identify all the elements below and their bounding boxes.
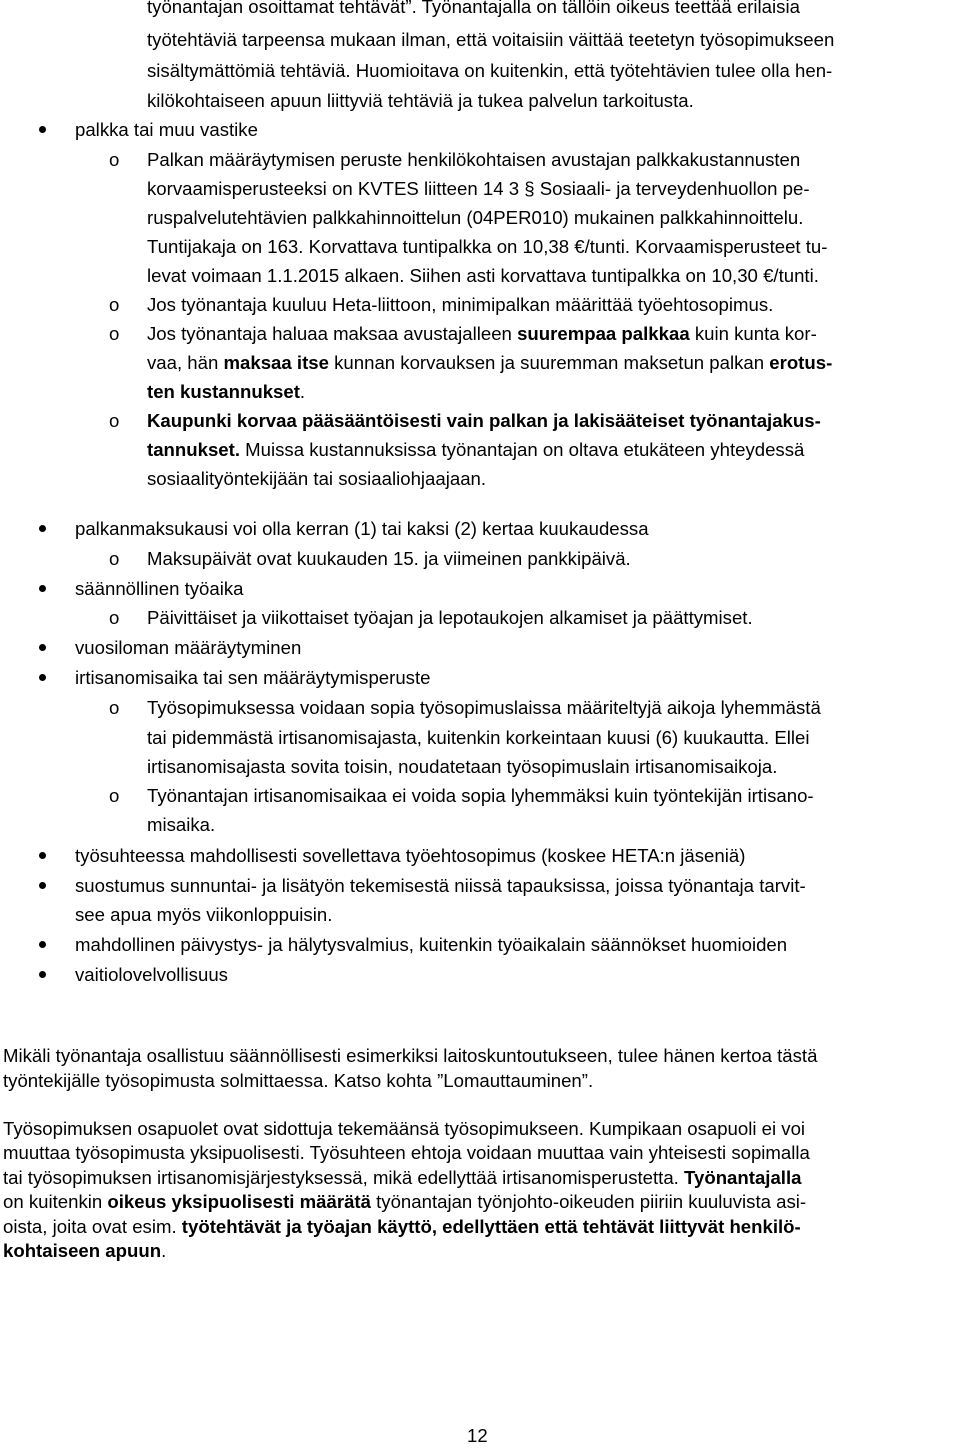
bullet-suostumus-line-2: see apua myös viikonloppuisin.	[75, 904, 333, 925]
palkka-s3-line-2: vaa, hän maksaa itse kunnan korvauksen ja suuremman maksetun palkan erotus-	[147, 352, 833, 373]
paragraph-2-line-4: on kuitenkin oikeus yksipuolisesti määrätä työnantajan työnjohto-oikeuden piiriin kuuluvista asi-	[3, 1191, 807, 1212]
palkka-s4-line-2: tannukset. Muissa kustannuksissa työnantajan on oltava etukäteen yhteydessä	[147, 439, 805, 460]
irtisanomisaika-s2-line-1: Työnantajan irtisanomisaikaa ei voida sopia lyhemmäksi kuin työntekijän irtisano-	[147, 785, 814, 806]
bullet-vaitiolovelvollisuus: vaitiolovelvollisuus	[75, 964, 228, 985]
irtisanomisaika-s1-line-1: Työsopimuksessa voidaan sopia työsopimuslaissa määriteltyjä aikoja lyhemmästä	[147, 697, 821, 718]
sub-marker-icon: o	[109, 294, 120, 315]
bullet-palkanmaksukausi-sub: Maksupäivät ovat kuukauden 15. ja viimeinen pankkipäivä.	[147, 548, 631, 569]
bullet-dot-icon	[39, 674, 46, 681]
bullet-dot-icon	[39, 644, 46, 651]
bullet-suostumus-line-1: suostumus sunnuntai- ja lisätyön tekemisestä niissä tapauksissa, joissa työnantaja tarvit-	[75, 875, 806, 896]
palkka-s3-line-3: ten kustannukset.	[147, 381, 306, 402]
intro-line-2: työtehtäviä tarpeensa mukaan ilman, että voitaisiin väittää teetetyn työsopimukseen	[147, 29, 835, 50]
paragraph-2-line-1: Työsopimuksen osapuolet ovat sidottuja tekemäänsä työsopimukseen. Kumpikaan osapuoli ei voi	[3, 1118, 806, 1139]
bullet-dot-icon	[39, 941, 46, 948]
page-number: 12	[467, 1425, 488, 1446]
paragraph-2-line-5: oista, joita ovat esim. työtehtävät ja työajan käyttö, edellyttäen että tehtävät liittyvät henkilö-	[3, 1216, 801, 1237]
paragraph-1-line-2: työntekijälle työsopimusta solmittaessa. Katso kohta ”Lomauttauminen”.	[3, 1070, 594, 1091]
paragraph-2-line-6: kohtaiseen apuun.	[3, 1240, 167, 1261]
bullet-dot-icon	[39, 882, 46, 889]
palkka-s1-line-1: Palkan määräytymisen peruste henkilökohtaisen avustajan palkkakustannusten	[147, 149, 801, 170]
bullet-palkka: palkka tai muu vastike	[75, 119, 258, 140]
irtisanomisaika-s1-line-3: irtisanomisajasta sovita toisin, noudatetaan työsopimuslain irtisanomisaikoja.	[147, 756, 778, 777]
bullet-dot-icon	[39, 585, 46, 592]
paragraph-1-line-1: Mikäli työnantaja osallistuu säännöllisesti esimerkiksi laitoskuntoutukseen, tulee hänen kertoa tästä	[3, 1045, 818, 1066]
palkka-s1-line-5: levat voimaan 1.1.2015 alkaen. Siihen asti korvattava tuntipalkka on 10,30 €/tunti.	[147, 265, 819, 286]
bullet-vuosiloma: vuosiloman määräytyminen	[75, 637, 302, 658]
bullet-tyoehtosopimus: työsuhteessa mahdollisesti sovellettava työehtosopimus (koskee HETA:n jäseniä)	[75, 845, 746, 866]
intro-line-4: kilökohtaiseen apuun liittyviä tehtäviä ja tukea palvelun tarkoitusta.	[147, 90, 694, 111]
palkka-s1-line-4: Tuntijakaja on 163. Korvattava tuntipalkka on 10,38 €/tunti. Korvaamisperusteet tu-	[147, 236, 828, 257]
bullet-dot-icon	[39, 525, 46, 532]
sub-marker-icon: o	[109, 323, 120, 344]
bullet-dot-icon	[39, 126, 46, 133]
sub-marker-icon: o	[109, 785, 120, 806]
palkka-s4-line-3: sosiaalityöntekijään tai sosiaaliohjaajaan.	[147, 468, 487, 489]
euro-sign: €	[763, 265, 774, 286]
sub-marker-icon: o	[109, 607, 120, 628]
sub-marker-icon: o	[109, 548, 120, 569]
paragraph-2-line-2: muuttaa työsopimusta yksipuolisesti. Työsuhteen ehtoja voidaan muuttaa vain yhteisesti sopimalla	[3, 1142, 810, 1163]
bullet-irtisanomisaika: irtisanomisaika tai sen määräytymisperuste	[75, 667, 431, 688]
section-sign: §	[524, 178, 535, 199]
bullet-dot-icon	[39, 971, 46, 978]
palkka-s2-line-1: Jos työnantaja kuuluu Heta-liittoon, minimipalkan määrittää työehtosopimus.	[147, 294, 774, 315]
euro-sign: €	[574, 236, 585, 257]
intro-line-3: sisältymättömiä tehtäviä. Huomioitava on kuitenkin, että työtehtävien tulee olla hen-	[147, 60, 833, 81]
bullet-paivystys: mahdollinen päivystys- ja hälytysvalmius, kuitenkin työaikalain säännökset huomioiden	[75, 934, 788, 955]
irtisanomisaika-s2-line-2: misaika.	[147, 814, 216, 835]
intro-line-1: työnantajan osoittamat tehtävät”. Työnantajalla on tällöin oikeus teettää erilaisia	[147, 0, 800, 17]
irtisanomisaika-s1-line-2: tai pidemmästä irtisanomisajasta, kuitenkin korkeintaan kuusi (6) kuukautta. Ellei	[147, 727, 810, 748]
palkka-s4-line-1: Kaupunki korvaa pääsääntöisesti vain palkan ja lakisääteiset työnantajakus-	[147, 410, 821, 431]
bullet-dot-icon	[39, 852, 46, 859]
bullet-palkanmaksukausi: palkanmaksukausi voi olla kerran (1) tai kaksi (2) kertaa kuukaudessa	[75, 518, 649, 539]
bullet-saannollinen-tyoaika: säännöllinen työaika	[75, 578, 244, 599]
palkka-s1-line-3: ruspalvelutehtävien palkkahinnoittelun (04PER010) mukainen palkkahinnoittelu.	[147, 207, 804, 228]
palkka-s3-line-1: Jos työnantaja haluaa maksaa avustajalleen suurempaa palkkaa kuin kunta kor-	[147, 323, 817, 344]
bullet-saannollinen-tyoaika-sub: Päivittäiset ja viikottaiset työajan ja lepotaukojen alkamiset ja päättymiset.	[147, 607, 753, 628]
sub-marker-icon: o	[109, 149, 120, 170]
paragraph-2-line-3: tai työsopimuksen irtisanomisjärjestyksessä, mikä edellyttää irtisanomisperustetta. Työnantajalla	[3, 1167, 802, 1188]
sub-marker-icon: o	[109, 697, 120, 718]
sub-marker-icon: o	[109, 410, 120, 431]
palkka-s1-line-2: korvaamisperusteeksi on KVTES liitteen 14 3 § Sosiaali- ja terveydenhuollon pe-	[147, 178, 810, 199]
